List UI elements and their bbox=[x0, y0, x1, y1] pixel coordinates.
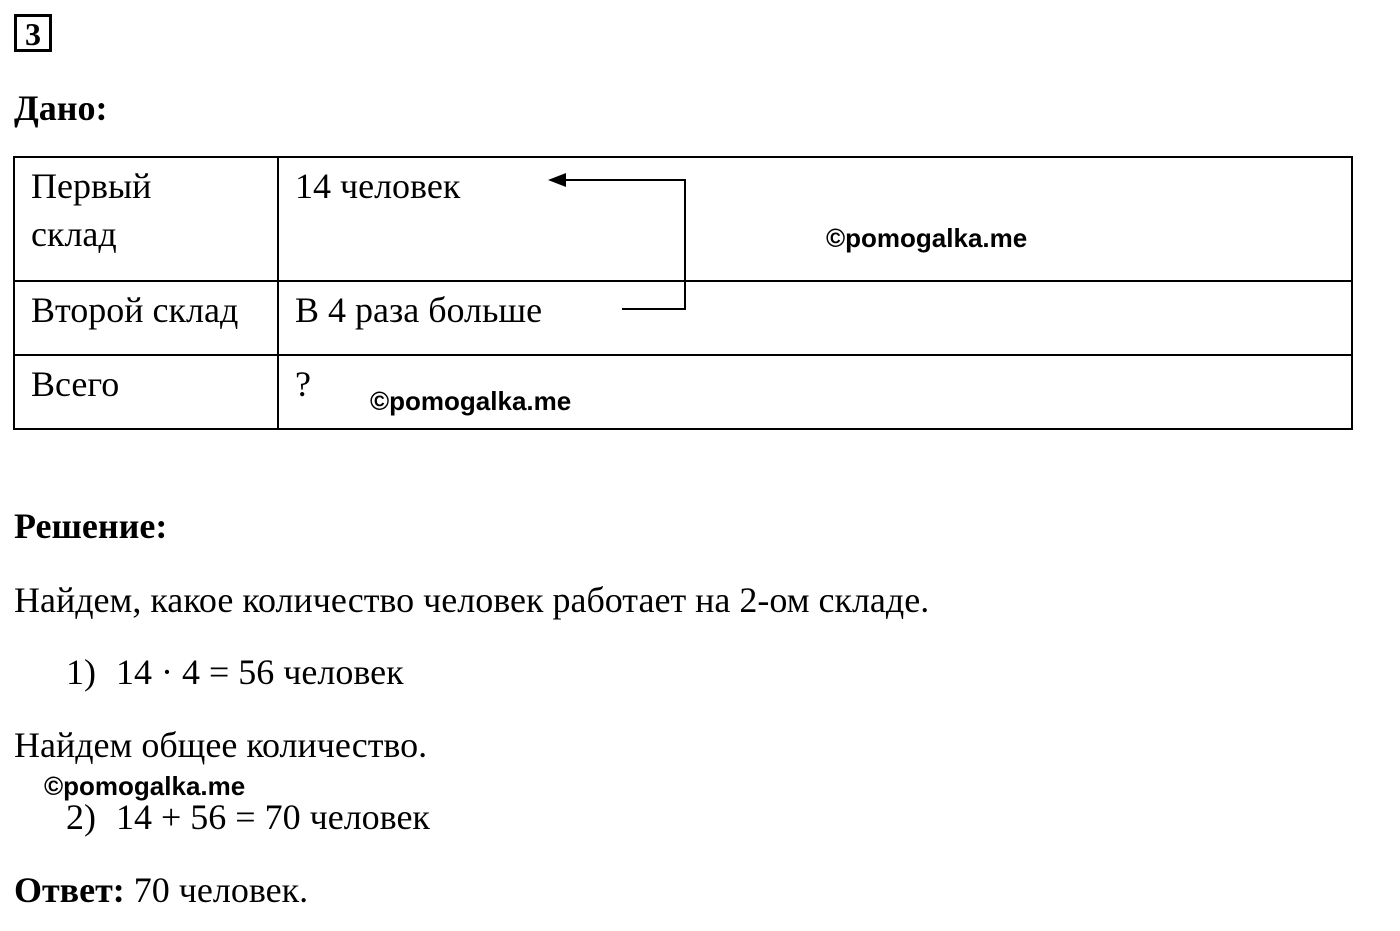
table-row bbox=[14, 157, 1352, 281]
step2-text: Найдем общее количество. bbox=[14, 725, 428, 765]
answer-line bbox=[14, 870, 308, 910]
row-label-first-warehouse bbox=[14, 157, 278, 281]
label-line: склад bbox=[31, 214, 117, 254]
answer-value: 70 человек. bbox=[124, 870, 309, 910]
step2-calculation bbox=[66, 797, 430, 837]
table-row bbox=[14, 355, 1352, 429]
step-number: 2) bbox=[66, 797, 96, 837]
solution-heading: Решение: bbox=[14, 506, 168, 546]
row-value-second-warehouse: В 4 раза больше bbox=[278, 281, 1352, 355]
step-expression: 14 · 4 = 56 человек bbox=[116, 652, 404, 692]
task-number-box: 3 bbox=[14, 14, 52, 52]
table-row bbox=[14, 281, 1352, 355]
given-heading: Дано: bbox=[14, 88, 108, 128]
row-label-second-warehouse: Второй склад bbox=[14, 281, 278, 355]
watermark: ©pomogalka.me bbox=[370, 386, 572, 416]
step-expression: 14 + 56 = 70 человек bbox=[116, 797, 430, 837]
row-label-total: Всего bbox=[14, 355, 278, 429]
row-value-first-warehouse: 14 человек bbox=[278, 157, 1352, 281]
watermark: ©pomogalka.me bbox=[44, 771, 246, 801]
given-table bbox=[13, 156, 1353, 430]
watermark: ©pomogalka.me bbox=[826, 223, 1028, 253]
answer-label: Ответ: bbox=[14, 870, 125, 910]
step1-calculation bbox=[66, 652, 404, 692]
label-line: Первый bbox=[31, 166, 152, 206]
step1-text: Найдем, какое количество человек работает на 2-ом складе. bbox=[14, 580, 930, 620]
step-number: 1) bbox=[66, 652, 96, 692]
row-value-total: ? bbox=[278, 355, 1352, 429]
